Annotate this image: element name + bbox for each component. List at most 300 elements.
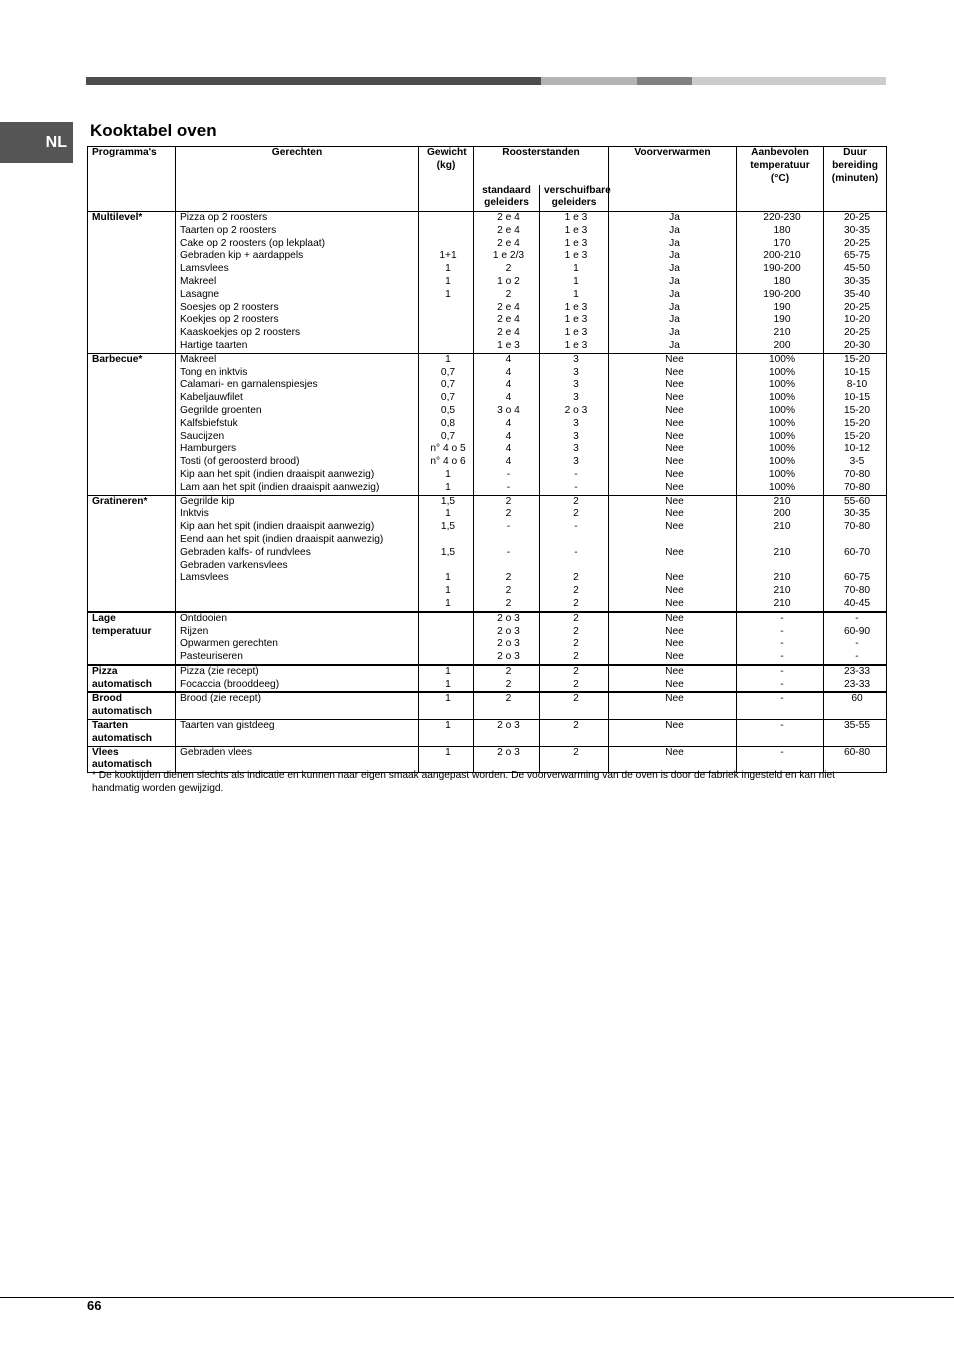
duration-cell [824, 353, 887, 495]
cell-line: 20-30 [843, 339, 871, 351]
cell-line: 4 [505, 456, 512, 468]
cell-line: - [780, 693, 784, 705]
cell-line [613, 534, 736, 547]
cell-line: Nee [665, 665, 684, 677]
cell-line: 1+1 [439, 250, 457, 262]
cell-line [423, 534, 473, 547]
cell-line: 1 e 2/3 [492, 250, 525, 262]
cell-line: 35-40 [843, 288, 871, 300]
cell-line: 10-15 [843, 366, 871, 378]
cell-line: Nee [665, 430, 684, 442]
cell-line: 20-25 [843, 301, 871, 313]
cell-line: - [855, 612, 859, 624]
cell-line [741, 560, 823, 573]
cell-line: 210 [773, 546, 791, 558]
cell-line: Nee [665, 678, 684, 690]
cell-line: 70-80 [843, 481, 871, 493]
cell-line: 15-20 [843, 417, 871, 429]
cell-line [423, 302, 473, 315]
cell-line: 3 [573, 353, 579, 365]
cell-line: 1,5 [440, 495, 456, 507]
cell-line: 100% [768, 481, 796, 493]
cell-line: 40-45 [843, 597, 871, 609]
cell-line: Taarten op 2 roosters [180, 224, 277, 236]
cell-line: 60-80 [843, 746, 871, 758]
cell-line: 2 e 4 [497, 327, 520, 339]
cell-line: 2 [573, 693, 579, 705]
program-cell: Vlees automatisch [88, 746, 176, 773]
cell-line [423, 212, 473, 225]
cell-line: 60-90 [843, 625, 871, 637]
cell-line: 2 [573, 495, 579, 507]
cell-line: 180 [773, 224, 791, 236]
program-group [88, 720, 887, 747]
cell-line: 210 [773, 585, 791, 597]
cell-line: Nee [665, 392, 684, 404]
cell-line: n° 4 o 6 [430, 456, 466, 468]
rack-standard-cell [474, 495, 540, 612]
cell-line: 1 e 3 [564, 314, 588, 326]
cell-line [544, 534, 608, 547]
cell-line: 210 [773, 327, 791, 339]
rack-sliding-cell [540, 612, 609, 665]
temperature-cell [737, 665, 824, 693]
cell-line: 1 e 3 [564, 212, 588, 223]
cell-line: 2 [573, 597, 579, 609]
cell-line: 0,7 [440, 366, 456, 378]
header-bar-segment [541, 77, 637, 85]
rack-sliding-cell [540, 495, 609, 612]
cell-line: 10-15 [843, 392, 871, 404]
cell-line: 1 [573, 263, 579, 275]
cell-line: Ontdooien [180, 612, 228, 624]
cell-line [423, 560, 473, 573]
cell-line: Hamburgers [180, 443, 237, 455]
cell-line: Gebraden varkensvlees [180, 559, 288, 571]
cell-line [478, 534, 539, 547]
cell-line: 70-80 [843, 468, 871, 480]
cell-line: 3-5 [849, 456, 865, 468]
cell-line: 2 o 3 [497, 638, 520, 650]
cell-line: 210 [773, 495, 791, 507]
cell-line: - [780, 720, 784, 732]
header-bar-segment [637, 77, 692, 85]
cell-line: Taarten van gistdeeg [180, 720, 275, 732]
program-group [88, 212, 887, 354]
cell-line: 2 [573, 508, 579, 520]
cell-line: Nee [665, 481, 684, 493]
cell-line: Lamsvlees [180, 572, 229, 584]
cell-line: 200 [773, 339, 791, 351]
cell-line: 10-20 [843, 314, 871, 326]
page-number: 66 [87, 1298, 102, 1313]
table-row [88, 692, 887, 719]
cell-line: - [780, 665, 784, 677]
cell-line: Calamari- en garnalenspiesjes [180, 379, 318, 391]
cell-line: 30-35 [843, 275, 871, 287]
cell-line [180, 598, 418, 611]
table-row [88, 353, 887, 495]
cell-line: 3 o 4 [497, 404, 520, 416]
cell-line [423, 225, 473, 238]
cell-line [423, 340, 473, 353]
cell-line: 2 o 3 [497, 746, 520, 758]
program-cell: Gratineren* [88, 495, 176, 612]
col-header-weight: Gewicht (kg) [419, 147, 474, 212]
cell-line: 1,5 [440, 521, 456, 533]
cell-line: 210 [773, 521, 791, 533]
cell-line: 10-12 [843, 443, 871, 455]
cell-line: 100% [768, 404, 796, 416]
cell-line: 2 e 4 [497, 237, 520, 249]
cell-line: Cake op 2 roosters (op lekplaat) [180, 237, 325, 249]
cell-line: 200 [773, 508, 791, 520]
cell-line: Ja [669, 263, 680, 275]
cell-line: Nee [665, 693, 684, 705]
cell-line: Rijzen [180, 625, 209, 637]
cell-line: 35-55 [843, 720, 871, 732]
cell-line [423, 327, 473, 340]
cell-line: 2 o 3 [497, 720, 520, 732]
header-color-bar [86, 77, 886, 85]
rack-standard-cell [474, 612, 540, 665]
cell-line: 3 [573, 366, 579, 378]
cell-line: 100% [768, 366, 796, 378]
cell-line: - [780, 625, 784, 637]
cell-line: 3 [573, 430, 579, 442]
cell-line: 0,7 [440, 392, 456, 404]
cell-line: Nee [665, 612, 684, 624]
weight-cell [419, 212, 474, 354]
duration-cell [824, 665, 887, 693]
cell-line: 220-230 [763, 212, 801, 223]
cell-line: 2 o 3 [497, 651, 520, 663]
cell-line: 0,7 [440, 379, 456, 391]
cell-line: Nee [665, 720, 684, 732]
cell-line: Saucijzen [180, 430, 225, 442]
cell-line: 2 [505, 665, 512, 677]
cell-line: Tong en inktvis [180, 366, 248, 378]
cell-line: 100% [768, 392, 796, 404]
cell-line: 2 [505, 585, 512, 597]
cell-line: 30-35 [843, 508, 871, 520]
cell-line: 65-75 [843, 250, 871, 262]
cell-line: 1 e 3 [564, 237, 588, 249]
cell-line: 4 [505, 353, 512, 365]
col-header-duration: Duur bereiding (minuten) [824, 147, 887, 212]
duration-cell [824, 692, 887, 719]
cell-line [423, 638, 473, 651]
table-row [88, 212, 887, 354]
cell-line: 1 [445, 678, 451, 690]
cell-line: Nee [665, 379, 684, 391]
cell-line: Kaaskoekjes op 2 roosters [180, 327, 301, 339]
program-cell: Multilevel* [88, 212, 176, 354]
cell-line: Kabeljauwfilet [180, 392, 243, 404]
cell-line: 1 e 3 [564, 327, 588, 339]
cell-line: 190-200 [763, 263, 801, 275]
col-header-preheat: Voorverwarmen [609, 147, 737, 212]
cell-line: 23-33 [843, 665, 871, 677]
cell-line: Nee [665, 404, 684, 416]
cell-line: Kip aan het spit (indien draaispit aanwezig) [180, 521, 375, 533]
cell-line: 1 [445, 275, 451, 287]
cell-line: Lam aan het spit (indien draaispit aanwezig) [180, 481, 380, 493]
cell-line: Gegrilde kip [180, 495, 235, 507]
cell-line: - [506, 481, 511, 493]
cell-line: Nee [665, 625, 684, 637]
col-header-program: Programma's [88, 147, 176, 212]
cell-line: 3 [573, 456, 579, 468]
cell-line: 180 [773, 275, 791, 287]
cell-line: 20-25 [843, 212, 871, 223]
cell-line: 100% [768, 417, 796, 429]
weight-cell [419, 720, 474, 747]
dish-cell [176, 212, 419, 354]
cell-line: 2 [505, 495, 512, 507]
cell-line: 1 o 2 [497, 275, 520, 287]
weight-cell [419, 665, 474, 693]
cell-line: Ja [669, 212, 680, 223]
cell-line: - [780, 612, 784, 624]
cell-line: 1 e 3 [564, 224, 588, 236]
cell-line: 200-210 [763, 250, 801, 262]
dish-cell [176, 612, 419, 665]
cell-line: Makreel [180, 353, 217, 365]
rack-standard-cell [474, 720, 540, 747]
cell-line: 15-20 [843, 353, 871, 365]
temperature-cell [737, 495, 824, 612]
cell-line: 210 [773, 597, 791, 609]
cell-line: 20-25 [843, 327, 871, 339]
cell-line: 60-70 [843, 546, 871, 558]
dish-cell [176, 353, 419, 495]
cell-line: 3 [573, 379, 579, 391]
cell-line: 1 [445, 263, 451, 275]
header-bar-segment [86, 77, 541, 85]
cell-line: 4 [505, 430, 512, 442]
preheat-cell [609, 720, 737, 747]
duration-cell [824, 720, 887, 747]
weight-cell [419, 495, 474, 612]
rack-sliding-cell [540, 665, 609, 693]
rack-standard-cell [474, 692, 540, 719]
weight-cell [419, 692, 474, 719]
col-header-racks: Roosterstanden [474, 147, 609, 185]
col-header-racks-sliding: verschuifbare geleiders [540, 185, 609, 212]
cell-line [544, 560, 608, 573]
cell-line: - [855, 638, 859, 650]
preheat-cell [609, 612, 737, 665]
cell-line: 2 [573, 625, 579, 637]
cell-line: Nee [665, 443, 684, 455]
duration-cell [824, 612, 887, 665]
cell-line: 2 o 3 [564, 404, 588, 416]
cell-line: 3 [573, 417, 579, 429]
cell-line: 60 [851, 693, 863, 705]
table-row [88, 612, 887, 665]
cell-line: Nee [665, 508, 684, 520]
cell-line: 1 e 3 [564, 301, 588, 313]
temperature-cell [737, 720, 824, 747]
cell-line: 2 [505, 288, 512, 300]
cell-line: 2 [573, 651, 579, 663]
cell-line: Kalfsbiefstuk [180, 417, 238, 429]
cell-line: 2 [505, 597, 512, 609]
cell-line: 100% [768, 430, 796, 442]
cell-line: 100% [768, 456, 796, 468]
program-cell: Taarten automatisch [88, 720, 176, 747]
cell-line: 4 [505, 379, 512, 391]
cell-line: 2 e 4 [497, 224, 520, 236]
cell-line: 60-75 [843, 572, 871, 584]
cell-line: - [574, 546, 578, 558]
rack-sliding-cell [540, 353, 609, 495]
program-group [88, 665, 887, 693]
footnote: * De kooktijden dienen slechts als indicatie en kunnen naar eigen smaak aangepast worden. De voorverwarming van de oven is door de fabriek ingesteld en kan niet handmatig worden gewijzigd. [92, 770, 836, 794]
cell-line: Nee [665, 353, 684, 365]
temperature-cell [737, 692, 824, 719]
cell-line: 45-50 [843, 263, 871, 275]
cell-line: Nee [665, 546, 684, 558]
cell-line: 100% [768, 468, 796, 480]
cell-line [423, 314, 473, 327]
cell-line: 2 [573, 665, 579, 677]
rack-standard-cell [474, 353, 540, 495]
temperature-cell [737, 612, 824, 665]
cell-line: Nee [665, 746, 684, 758]
cell-line: 1 [445, 481, 451, 493]
cell-line: Kip aan het spit (indien draaispit aanwezig) [180, 468, 375, 480]
cell-line: 20-25 [843, 237, 871, 249]
footer-rule [0, 1297, 954, 1298]
preheat-cell [609, 353, 737, 495]
cell-line: Nee [665, 521, 684, 533]
cell-line: 1 [445, 597, 451, 609]
cell-line: 4 [505, 443, 512, 455]
cell-line: 2 e 4 [497, 212, 520, 223]
preheat-cell [609, 692, 737, 719]
table-row [88, 665, 887, 693]
cell-line: 1 [445, 508, 451, 520]
cell-line: Ja [669, 339, 680, 351]
cell-line: 1 [445, 585, 451, 597]
cell-line: 100% [768, 353, 796, 365]
cell-line: Pizza (zie recept) [180, 665, 259, 677]
preheat-cell [609, 665, 737, 693]
cell-line: 2 [505, 678, 512, 690]
cell-line: 8-10 [846, 379, 868, 391]
cell-line: Ja [669, 314, 680, 326]
cell-line: Nee [665, 638, 684, 650]
cell-line: 2 [505, 572, 512, 584]
cell-line: 210 [773, 572, 791, 584]
dish-cell [176, 720, 419, 747]
cell-line: 170 [773, 237, 791, 249]
cell-line: Ja [669, 301, 680, 313]
dish-cell [176, 665, 419, 693]
cell-line: 15-20 [843, 430, 871, 442]
rack-standard-cell [474, 665, 540, 693]
rack-sliding-cell [540, 692, 609, 719]
cell-line: Nee [665, 572, 684, 584]
cell-line: 2 [505, 508, 512, 520]
cell-line: 2 [573, 678, 579, 690]
cell-line: - [780, 651, 784, 663]
cell-line: 1 [445, 720, 451, 732]
program-cell: Brood automatisch [88, 692, 176, 719]
program-group [88, 692, 887, 719]
table-row [88, 495, 887, 612]
cell-line: 100% [768, 379, 796, 391]
cell-line: - [780, 678, 784, 690]
cell-line: - [574, 521, 578, 533]
cell-line: - [780, 746, 784, 758]
cell-line: Nee [665, 417, 684, 429]
cell-line: Ja [669, 288, 680, 300]
cell-line: 30-35 [843, 224, 871, 236]
cell-line: 1,5 [440, 546, 456, 558]
cell-line: 4 [505, 392, 512, 404]
cell-line: Nee [665, 495, 684, 507]
cell-line: Nee [665, 651, 684, 663]
dish-cell [176, 692, 419, 719]
cell-line: Ja [669, 275, 680, 287]
cell-line: Brood (zie recept) [180, 693, 261, 705]
cell-line: 190 [773, 301, 791, 313]
cell-line: 1 [573, 275, 579, 287]
program-cell: Lage temperatuur [88, 612, 176, 665]
preheat-cell [609, 495, 737, 612]
cell-line: - [506, 468, 511, 480]
program-cell: Barbecue* [88, 353, 176, 495]
weight-cell [419, 612, 474, 665]
cell-line: n° 4 o 5 [430, 443, 466, 455]
cell-line: 2 [573, 612, 579, 624]
cell-line: 1 [573, 288, 579, 300]
cell-line: 2 e 4 [497, 314, 520, 326]
cell-line: 1 [445, 665, 451, 677]
page-title: Kooktabel oven [90, 121, 217, 140]
temperature-cell [737, 212, 824, 354]
cell-line: 15-20 [843, 404, 871, 416]
cell-line: - [506, 546, 511, 558]
cell-line: 4 [505, 366, 512, 378]
cell-line: Inktvis [180, 508, 209, 520]
cell-line: 23-33 [843, 678, 871, 690]
table-row [88, 720, 887, 747]
cell-line: Ja [669, 250, 680, 262]
cell-line: 55-60 [843, 495, 871, 507]
cell-line: 1 [445, 288, 451, 300]
cell-line: Nee [665, 366, 684, 378]
cell-line: 100% [768, 443, 796, 455]
cell-line [741, 534, 823, 547]
cell-line: 2 [573, 720, 579, 732]
program-cell: Pizza automatisch [88, 665, 176, 693]
cell-line: Lamsvlees [180, 263, 229, 275]
cell-line: 4 [505, 417, 512, 429]
cell-line [828, 560, 886, 573]
cell-line: 70-80 [843, 521, 871, 533]
cell-line: 0,5 [440, 404, 456, 416]
cell-line: 2 o 3 [497, 612, 520, 624]
cell-line: 2 [505, 693, 512, 705]
cell-line: 1 e 3 [497, 339, 520, 351]
cell-line: 1 [445, 468, 451, 480]
cell-line: Gebraden kip + aardappels [180, 250, 304, 262]
cell-line: Gebraden kalfs- of rundvlees [180, 546, 311, 558]
